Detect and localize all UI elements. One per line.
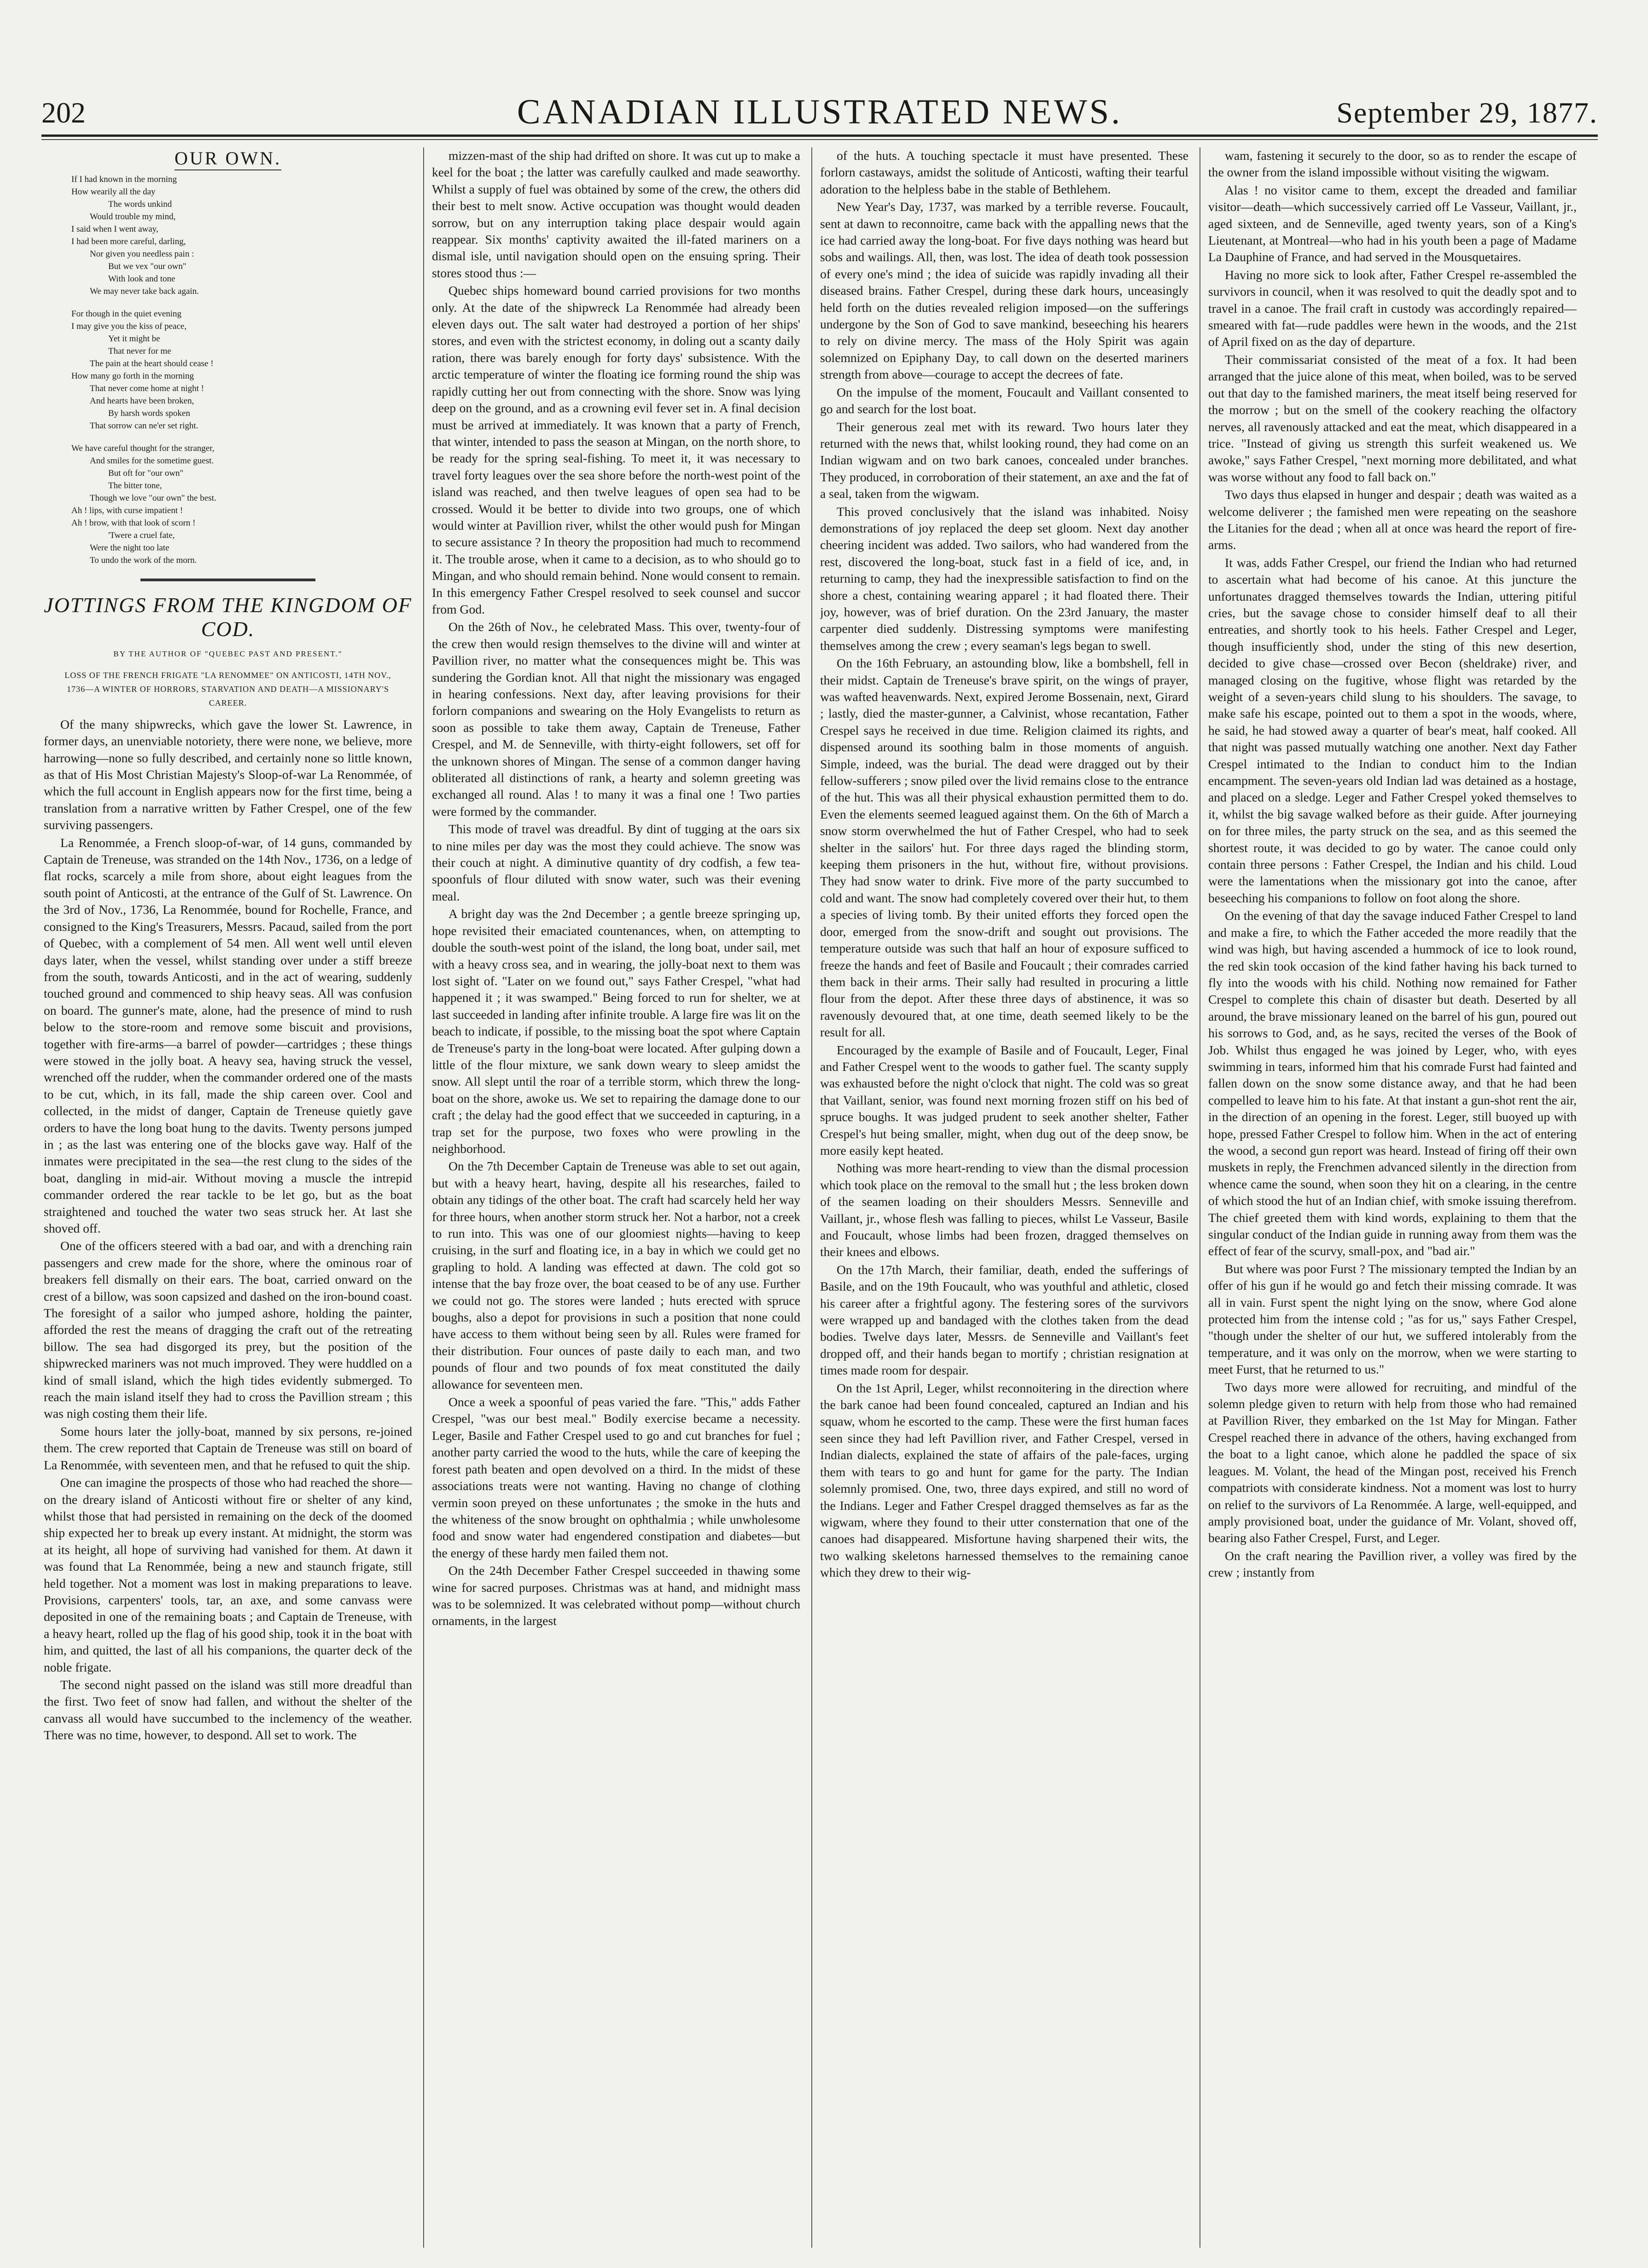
poem-line: Ah ! lips, with curse impatient ! [71,506,183,516]
column-2-body [432,147,800,1630]
poem-stanza [71,308,412,432]
article-paragraph: The second night passed on the island was still more dreadful than the first. Two feet of snow had fallen, and without the shelter of the canvass all would have succumbed to the inclemency of the weather. There was no time, however, to despond. All set to work. The [44,1677,412,1742]
column-divider [811,147,812,2248]
poem-line: If I had known in the morning [71,175,177,185]
article-paragraph: Of the many shipwrecks, which gave the lower St. Lawrence, in former days, an unenviable notoriety, there were none, we believe, more harrowing—none so fully described, and certainly none so little known, as that of His Most Christian Majesty's Sloop-of-war La Renommée, of which the full account in English appears now for the first time, being a translation from a narrative written by Father Crespel, one of the few surviving passengers. [44,717,412,832]
poem-stanza [71,442,412,567]
article-paragraph: Having no more sick to look after, Father Crespel re-assembled the survivors in council, when it was resolved to quit the deadly spot and to travel in a canoe. The frail craft in custody was accordingly repaired—smeared with fat—rude paddles were hewn in the woods, and the 21st of April fixed on as the day of departure. [1208,267,1577,349]
poem-line: With look and tone [108,274,175,284]
poem-line: The words unkind [108,199,172,210]
article-paragraph: Nothing was more heart-rending to view than the dismal procession which took place on the removal to the small hut ; the less broken down of the seamen loading on their shoulders Messrs. Senneville and Vaillant, jr., whose flesh was falling to pieces, whilst Le Vasseur, Basile and Foucault, whose limbs had been frozen, dragged themselves on their knees and elbows. [820,1161,1188,1259]
article-byline: BY THE AUTHOR OF "QUEBEC PAST AND PRESENT." [113,649,343,659]
article-paragraph: On the craft nearing the Pavillion river, a volley was fired by the crew ; instantly from [1208,1548,1577,1580]
article-paragraph: On the evening of that day the savage induced Father Crespel to land and make a fire, to which the Father acceded the more readily that the wind was high, but having ascended a hummock of ice to look round, the red skin took occasion of the kind father having his back turned to fly into the woods with his child. Nothing now remained for Father Crespel to complete this chain of disaster but death. Deserted by all around, the brave missionary leaned on the barrel of his gun, poured out his sorrows to God, and, as he says, recited the verses of the Book of Job. Whilst thus engaged he was joined by Leger, who, with eyes swimming in tears, informed him that his comrade Furst had fainted and fallen down on the snow some distance away, and that he had been compelled to leave him to his fate. At that instant a gun-shot rent the air, in the direction of an opening in the forest. Leger, still buoyed up with hope, pressed Father Crespel to follow him. When in the act of entering the wood, a second gun report was heard. Instead of firing off their own muskets in reply, the Frenchmen advanced silently in the direction from whence came the sound, when soon they hit on a clearing, in the centre of which stood the hut of an Indian chief, with smoke issuing therefrom. The chief greeted them with kind words, explaining to them that the singular conduct of the Indian guide in running away from them was the effect of fear of the scurvy, small-pox, and "bad air." [1208,908,1577,1258]
poem-line: That sorrow can ne'er set right. [90,421,198,431]
article-paragraph: Once a week a spoonful of peas varied the fare. "This," adds Father Crespel, "was our best meal." Bodily exercise became a necessity. Leger, Basile and Father Crespel used to go and cut branches for fuel ; another party carried the wood to the huts, while the care of keeping the forest path beaten and open devolved on a third. In the midst of these associations treats were not wanting. Having no change of clothing vermin soon preyed on these unfortunates ; the smoke in the huts and the whiteness of the snow brought on ophthalmia ; while unwholesome food and snow water had engendered constipation and diabetes—but the energy of these hardy men failed them not. [432,1395,800,1560]
poem-line: But oft for "our own" [108,468,184,479]
article-paragraph: On the 17th March, their familiar, death, ended the sufferings of Basile, and on the 19th Foucault, who was youthful and athletic, closed his career after a frightful agony. The festering sores of the survivors were wrapped up and bandaged with the clothes taken from the dead bodies. Twelve days later, Messrs. de Senneville and Vaillant's feet dropped off, and their hands began to mortify ; christian resignation at times made room for despair. [820,1262,1188,1378]
article-paragraph: Some hours later the jolly-boat, manned by six persons, re-joined them. The crew reported that Captain de Treneuse was still on board of La Renommée, with seventeen men, and that he refused to quit the ship. [44,1424,412,1472]
header-rule-thin [41,139,1598,140]
article-paragraph: One can imagine the prospects of those who had reached the shore—on the dreary island of Anticosti without fire or shelter of any kind, whilst those that had persisted in remaining on the deck of the doomed ship expected her to break up every instant. At midnight, the storm was at its height, all hope of surviving had vanished for them. At dawn it was found that La Renommée, being a new and staunch frigate, still held together. Not a moment was lost in making preparations to leave. Provisions, carpenters' tools, tar, an axe, and some canvass were deposited in one of the remaining boats ; and Captain de Treneuse, with a heavy heart, rolled up the flag of his good ship, took it in the boat with him, and quitted, the last of all his companions, the quarter deck of the noble frigate. [44,1475,412,1674]
poem-line: We have careful thought for the stranger, [71,444,215,454]
article-paragraph: On the 1st April, Leger, whilst reconnoitering in the direction where the bark canoe had been found concealed, captured an Indian and his squaw, whom he escorted to the camp. These were the first human faces seen since they had left Pavillion river, and Father Crespel, versed in Indian dialects, explained the state of affairs of the pale-faces, urging them with tears to go and hunt for game for the party. The Indian solemnly promised. One, two, three days expired, and still no word of the Indians. Leger and Father Crespel dragged themselves as far as the wigwam, where they found to their utter consternation that one of the canoes had disappeared. Misfortune having sharpened their wits, the two walking skeletons harnessed themselves to the remaining canoe which they drew to their wig- [820,1380,1188,1580]
header-rule [41,134,1598,137]
article-paragraph: Alas ! no visitor came to them, except the dreaded and familiar visitor—death—which successively carried off Le Vasseur, Vaillant, jr., aged sixteen, and de Senneville, aged twenty years, son of a King's Lieutenant, at Montreal—who had in his youth been a page of Madame La Dauphine of France, and had served in the Mousquetaires. [1208,182,1577,264]
article-paragraph: This proved conclusively that the island was inhabited. Noisy demonstrations of joy replaced the deep set gloom. Next day another cheering incident was added. Two sailors, who had wandered from the rest, discovered the long-boat, stuck fast in a field of ice, and, in returning to camp, they had the inexpressible satisfaction to find on the shore a chest, containing wearing apparel ; it had floated there. Their joy, however, was of brief duration. On the 23rd January, the master carpenter died suddenly. Distressing symptoms were manifesting themselves among the crew ; every seaman's legs began to swell. [820,504,1188,653]
poem-line: I said when I went away, [71,224,158,234]
poem-line: By harsh words spoken [108,409,190,419]
article-paragraph: wam, fastening it securely to the door, so as to render the escape of the owner from the island impossible without visiting the wigwam. [1208,148,1577,180]
poem-line: And hearts have been broken, [90,396,194,406]
article-paragraph: Two days thus elapsed in hunger and despair ; death was waited as a welcome deliverer ; the famished men were repeating on the seashore the Litanies for the dead ; when all at once was heard the report of fire-arms. [1208,487,1577,552]
poem-body [44,173,412,567]
poem-line: Would trouble my mind, [90,212,176,222]
article-paragraph: But where was poor Furst ? The missionary tempted the Indian by an offer of his gun if he would go and fetch their missing comrade. It was all in vain. Furst spent the night lying on the snow, where God alone protected him from the intense cold ; "as for us," says Father Crespel, "though under the shelter of our hut, we suffered intolerably from the temperature, and it was only on the morrow, when we were starting to meet Furst, that he returned to us." [1208,1261,1577,1377]
article-paragraph: Quebec ships homeward bound carried provisions for two months only. At the date of the shipwreck La Renommée had already been eleven days out. The salt water had destroyed a portion of her ships' stores, and even with the strictest economy, in doling out a scanty daily ration, there was barely enough for forty days' subsistence. With the arctic temperature of winter the floating ice forming round the ship was rapidly cutting her out from connecting with the shore. Snow was lying deep on the ground, and as a crowning evil fever set in. A final decision must be arrived at immediately. It was known that a party of French, that winter, intended to pass the season at Mingan, on the north shore, to be ready for the spring seal-fishing. To meet it, it was necessary to travel forty leagues over the sea shore before the north-west point of the island was reached, and then twelve leagues of open sea had to be crossed. Would it be better to divide into two groups, one of which would winter at Pavillion river, whilst the other would push for Mingan to secure assistance ? In theory the proposition had much to recommend it. The trouble arose, when it came to a decision, as to who should go to Mingan, and who should remain behind. None would consent to remain. In this emergency Father Crespel resolved to seek counsel and succor from God. [432,283,800,616]
article-paragraph: This mode of travel was dreadful. By dint of tugging at the oars six to nine miles per day was the most they could achieve. The snow was their couch at night. A diminutive quantity of dry codfish, a few tea-spoonfuls of flour diluted with snow water, such was their evening meal. [432,822,800,903]
poem-stanza [71,173,412,298]
column-3 [820,147,1188,2257]
article-title: JOTTINGS FROM THE KINGDOM OF COD. [44,593,412,641]
poem-line: How wearily all the day [71,187,156,197]
article-paragraph: Their generous zeal met with its reward. Two hours later they returned with the news that, whilst looking round, they had come on an Indian wigwam and on two bark canoes, concealed under branches. They produced, in corroboration of their statement, an axe and the fat of a seal, taken from the wigwam. [820,419,1188,501]
column-1-body [44,716,412,1744]
article-paragraph: of the huts. A touching spectacle it must have presented. These forlorn castaways, amidst the solitude of Anticosti, wafting their tearful adoration to the helpless babe in the stable of Bethlehem. [820,148,1188,196]
poem-line: Were the night too late [90,543,169,553]
poem-line: 'Twere a cruel fate, [108,531,175,541]
poem-line: How many go forth in the morning [71,371,194,381]
column-2 [432,147,800,2257]
page-number: 202 [41,96,86,129]
masthead-title: CANADIAN ILLUSTRATED NEWS. [517,93,1123,131]
article-paragraph: La Renommée, a French sloop-of-war, of 14 guns, commanded by Captain de Treneuse, was stranded on the 14th Nov., 1736, on a ledge of flat rocks, scarcely a mile from shore, about eight leagues from the south point of Anticosti, at the entrance of the Gulf of St. Lawrence. On the 3rd of Nov., 1736, La Renommée, bound for Rochelle, France, and consigned to the King's Treasurers, Messrs. Pacaud, sailed from the port of Quebec, with a complement of 54 men. All went well until eleven days later, when the vessel, whilst standing over under a stiff breeze from the south, towards Anticosti, and in the act of wearing, suddenly touched ground and commenced to ship heavy seas. All was confusion on board. The gunner's mate, alone, had the presence of mind to rush below to the store-room and remove some biscuit and provisions, together with fire-arms—a barrel of powder—cartridges ; these things were stowed in the jolly boat. A heavy sea, having struck the vessel, wrenched off the rudder, when the commander ordered one of the masts to be cut, which, in its fall, made the ship careen over. Cool and collected, in the midst of danger, Captain de Treneuse quietly gave orders to have the long boat hung to the davits. Twenty persons jumped in ; as the last was entering one of the blocks gave way. Half of the inmates were precipitated in the sea—the rest clung to the sides of the boat, dangling in mid-air. Without moving a muscle the intrepid commander ordered the rear tackle to be let go, but as the boat straightened and touched the water two seas struck her. At last she shoved off. [44,835,412,1235]
article-paragraph: New Year's Day, 1737, was marked by a terrible reverse. Foucault, sent at dawn to reconnoitre, came back with the appalling news that the ice had carried away the long-boat. For five days nothing was heard but sobs and wailings. All, then, was lost. The idea of death took possession of every one's mind ; the idea of suicide was rapidly invading all their diseased brains. Father Crespel, during these dark hours, unceasingly held forth on the duties revealed religion imposed—on the sufferings undergone by the Son of God to save mankind, beseeching his hearers to rely on divine mercy. The mass of the Holy Spirit was again solemnized on Epiphany Day, to call down on the deserted mariners strength from above—courage to accept the decrees of fate. [820,199,1188,382]
poem-line: We may never take back again. [90,286,199,297]
section-divider [140,579,315,581]
poem-line: Though we love "our own" the best. [90,493,216,503]
article-paragraph: On the 26th of Nov., he celebrated Mass. This over, twenty-four of the crew then would resign themselves to the divine will and winter at Pavillion river, no matter what the consequences might be. This was sundering the Gordian knot. All that night the missionary was engaged in hearing confessions. Next day, after leaving provisions for their forlorn companions and swearing on the Holy Evangelists to return as soon as possible to take them away, Captain de Treneuse, Father Crespel, and M. de Senneville, with thirty-eight followers, set off for the unknown shores of Mingan. The sense of a common danger having obliterated all distinctions of rank, a hearty and solemn greeting was exchanged all round. Alas ! to many it was a final one ! Two parties were formed by the commander. [432,620,800,818]
article-paragraph: Their commissariat consisted of the meat of a fox. It had been arranged that the juice alone of this meat, when boiled, was to be served out that day to the famished mariners, the meat itself being reserved for the morrow ; but on the smell of the cookery reaching the olfactory nerves, all ravenously attacked and eat the meat, which disappeared in a trice. "Instead of giving us strength this surfeit weakened us. We awoke," says Father Crespel, "next morning more debilitated, and what was worse without any food to fall back on." [1208,352,1577,484]
poem-line: The pain at the heart should cease ! [90,359,214,369]
poem-line: That never for me [108,346,171,357]
article-subhead: LOSS OF THE FRENCH FRIGATE "LA RENOMMEE" ON ANTICOSTI, 14TH NOV., 1736—A WINTER OF HORRORS, STARVATION AND DEATH—A MISSIONARY'S CAREER. [64,670,391,707]
article-paragraph: Encouraged by the example of Basile and of Foucault, Leger, Final and Father Crespel went to the woods to gather fuel. The scanty supply was exhausted before the night o'clock that night. The cold was so great that Vaillant, senior, was found next morning frozen stiff on his bed of spruce boughs. It was judged prudent to seek another shelter, Father Crespel's hut being smaller, might, when dug out of the deep snow, be more easily kept heated. [820,1042,1188,1157]
column-3-body [820,147,1188,1581]
poem-title: OUR OWN. [44,150,412,167]
poem-line: I may give you the kiss of peace, [71,321,187,332]
poem-line: Nor given you needless pain : [90,249,194,259]
article-paragraph: On the 7th December Captain de Treneuse was able to set out again, but with a heavy heart, having, despite all his researches, failed to obtain any tidings of the other boat. The craft had scarcely held her way for three hours, when another storm struck her. Not a harbor, not a creek to run into. This was one of our gloomiest nights—having to keep cruising, in the surf and floating ice, in a bay in which we could get no grapling to hold. A landing was effected at dawn. The cold got so intense that the bay froze over, the boat ceased to be of any use. Further we could not go. The stores were landed ; huts erected with spruce boughs, also a depot for provisions in such a position that none could have access to them without being seen by all. Rules were framed for their distribution. Four ounces of paste daily to each man, and two pounds of flour and two pounds of fox meat constituted the daily allowance for seventeen men. [432,1159,800,1391]
poem-line: I had been more careful, darling, [71,237,186,247]
column-divider [423,147,424,2248]
article-paragraph: It was, adds Father Crespel, our friend the Indian who had returned to ascertain what had become of his canoe. At this juncture the unfortunates dragged themselves towards the Indian, uttering pitiful cries, but the savage chose to consider himself deaf to all their entreaties, and shortly took to his heels. Father Crespel and Leger, though insufficiently shod, under the sting of this new desertion, decided to give chase—crossed over Becon (sheldrake) river, and managed closing on the fugitive, whose flight was retarded by the weight of a seven-years child slung to his shoulders. The savage, to make safe his escape, pointed out to them a spot in the woods, where, he said, he had stowed away a quarter of bear's meat, half cooked. All that night was passed mutually watching one another. Next day Father Crespel intimated to the Indian to conduct him to the Indian encampment. The seven-years old Indian lad was detained as a hostage, and placed on a sledge. Leger and Father Crespel yoked themselves to it, whilst the big savage walked before as their guide. After journeying on for three miles, the party struck on the sea, and as this seemed the shortest route, it was decided to go by water. The canoe could only contain three persons : Father Crespel, the Indian and his child. Loud were the lamentations when the missionary got into the canoe, after beseeching his companions to follow on foot along the shore. [1208,555,1577,905]
poem-line: Ah ! brow, with that look of scorn ! [71,518,196,528]
poem-line: Yet it might be [108,334,160,344]
poem-line: But we vex "our own" [108,262,186,272]
poem-line: That never come home at night ! [90,384,204,394]
poem-line: To undo the work of the morn. [90,555,197,566]
poem-line: The bitter tone, [108,481,162,491]
poem-line: And smiles for the sometime guest. [90,456,214,466]
issue-date: September 29, 1877. [1336,96,1598,129]
poem-line: For though in the quiet evening [71,309,182,319]
article-paragraph: On the impulse of the moment, Foucault and Vaillant consented to go and search for the lost boat. [820,385,1188,416]
article-paragraph: A bright day was the 2nd December ; a gentle breeze springing up, hope revisited their emaciated countenances, when, on attempting to double the south-west point of the island, the long boat, under sail, met with a heavy cross sea, and in wearing, the jolly-boat next to them was lost sight of. "Later on we found out," says Father Crespel, "what had happened it ; it was swamped." Being forced to run for shelter, we at last succeeded in landing after infinite trouble. A large fire was lit on the beach to indicate, if possible, to the missing boat the spot where Captain de Treneuse's party in the long-boat were located. After gulping down a little of the flour mixture, we sank down weary to sleep amidst the snow. All slept until the roar of a terrible storm, which threw the long-boat on the shore, awoke us. We set to repairing the damage done to our craft ; the delay had the good effect that we succeeded in capturing, in a trap set for the purpose, two foxes who were prowling in the neighborhood. [432,906,800,1156]
column-4 [1208,147,1577,2257]
article-paragraph: On the 16th February, an astounding blow, like a bombshell, fell in their midst. Captain de Treneuse's brave spirit, on the wings of prayer, was wafted heavenwards. Next, expired Jerome Bossenain, next, Girard ; lastly, died the master-gunner, a Calvinist, whose recantation, Father Crespel says he received in due time. Religion claimed its rights, and dispensed around its soothing balm in those moments of anguish. Simple, indeed, was the burial. The dead were dragged out by their fellow-sufferers ; snow piled over the livid remains close to the entrance of the hut. This was all their physical exhaustion permitted them to do. Even the elements seemed leagued against them. On the 6th of March a snow storm overwhelmed the hut of Father Crespel, who had to seek shelter in the sailors' hut. For three days raged the blinding storm, keeping them prisoners in the hut, without fire, without provisions. They had snow water to drink. Five more of the party succumbed to cold and want. The snow had completely covered over their hut, to them a species of living tomb. By their united efforts they forced open the door, emerged from the snow-drift and sought out provisions. The temperature outside was such that half an hour of exposure sufficed to freeze the hands and feet of Basile and Foucault ; their comrades carried them back in their arms. Their sally had resulted in procuring a little flour from the depot. After these three days of abstinence, it was so ravenously devoured that, at one time, death seemed likely to be the result for all. [820,656,1188,1040]
article-paragraph: Two days more were allowed for recruiting, and mindful of the solemn pledge given to return with help from those who had remained at Pavillion River, they embarked on the 1st May for Mingan. Father Crespel reached there in advance of the others, having exchanged from the boat to a light canoe, which alone he paddled the space of six leagues. M. Volant, the head of the Mingan post, received his French compatriots with considerate kindness. Not a moment was lost to hurry on relief to the survivors of La Renommée. A large, well-equipped, and amply provisioned boat, under the guidance of Mr. Volant, shoved off, bearing also Father Crespel, Furst, and Leger. [1208,1380,1577,1545]
article-paragraph: One of the officers steered with a bad oar, and with a drenching rain passengers and crew made for the shore, where the ominous roar of breakers fell dismally on their ears. The boat, carried onward on the crest of a billow, was soon capsized and dashed on the iron-bound coast. The foresight of a sailor who jumped ashore, holding the painter, afforded the rest the means of dragging the craft out of the retreating billow. The sea had disgorged its prey, but the position of the shipwrecked mariners was not much improved. They were huddled on a kind of small island, which the high tides evidently submerged. To reach the main island itself they had to cross the Pavillion stream ; this was nigh costing them their life. [44,1239,412,1421]
article-paragraph: mizzen-mast of the ship had drifted on shore. It was cut up to make a keel for the boat ; the latter was carefully caulked and made seaworthy. Whilst a supply of fuel was obtained by some of the crew, the others did their best to melt snow. Active occupation was thought would deaden sorrow, but on any interruption taking place despair would again reappear. Six months' captivity awaited the ill-fated mariners on a dismal isle, until navigation should open on the ensuing spring. Their stores stood thus :— [432,148,800,280]
article-paragraph: On the 24th December Father Crespel succeeded in thawing some wine for sacred purposes. Christmas was at hand, and midnight mass was to be solemnized. It was celebrated without pomp—without church ornaments, in the largest [432,1563,800,1628]
column-1 [44,147,412,2257]
column-4-body [1208,147,1577,1581]
page-header [41,92,1598,134]
